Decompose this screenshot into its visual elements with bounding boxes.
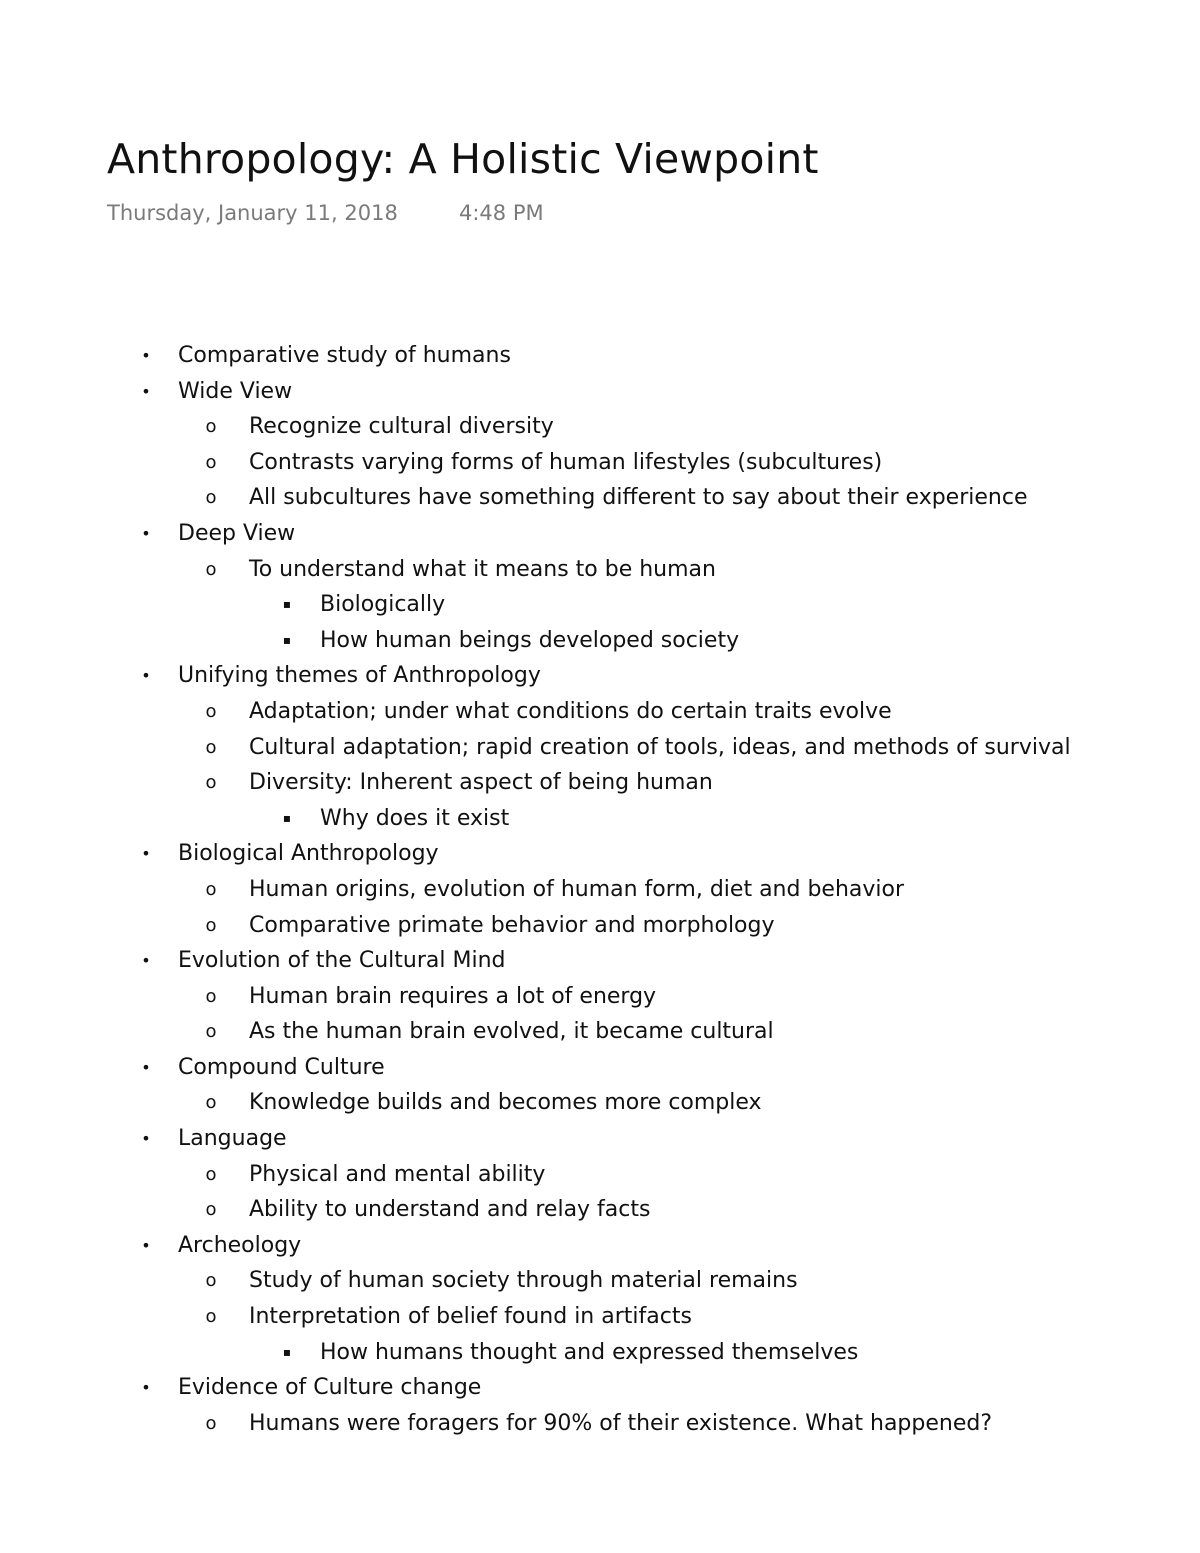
sub-sub-bullet-text: How humans thought and expressed themselves	[320, 1339, 859, 1365]
sub-bullet-marker: o	[205, 1270, 217, 1292]
bullet-item	[0, 836, 1200, 872]
sub-bullet-marker: o	[205, 1306, 217, 1328]
bullet-text: Language	[178, 1126, 287, 1152]
bullet-marker: •	[141, 1129, 151, 1149]
sub-bullet-marker: o	[205, 985, 217, 1007]
bullet-text: Comparative study of humans	[178, 343, 511, 368]
bullet-item	[0, 658, 1200, 694]
sub-bullet-text: To understand what it means to be human	[249, 556, 716, 582]
sub-bullet-text: Human brain requires a lot of energy	[249, 983, 657, 1009]
sub-bullet-item	[0, 1406, 1200, 1442]
sub-bullet-text: Study of human society through material remains	[249, 1268, 798, 1294]
sub-bullet-item	[0, 1085, 1200, 1121]
sub-sub-bullet-item	[0, 1335, 1200, 1371]
square-bullet-marker: ▪	[282, 632, 292, 647]
bullet-text: Evolution of the Cultural Mind	[178, 948, 506, 974]
sub-bullet-marker: o	[205, 487, 217, 509]
sub-bullet-text: All subcultures have something different to say about their experience	[249, 485, 1028, 511]
sub-bullet-item	[0, 1192, 1200, 1228]
bullet-item	[0, 943, 1200, 979]
bullet-item	[0, 1228, 1200, 1264]
sub-sub-bullet-item	[0, 587, 1200, 623]
bullet-marker: •	[141, 1378, 151, 1398]
sub-bullet-text: Recognize cultural diversity	[249, 414, 554, 440]
bullet-text: Archeology	[178, 1232, 302, 1258]
bullet-text: Compound Culture	[178, 1054, 385, 1080]
sub-bullet-text: Physical and mental ability	[249, 1161, 546, 1187]
sub-bullet-marker: o	[205, 914, 217, 936]
sub-bullet-marker: o	[205, 558, 217, 580]
notes-outline	[0, 338, 1200, 1441]
sub-bullet-text: Human origins, evolution of human form, diet and behavior	[249, 876, 905, 902]
sub-bullet-marker: o	[205, 1412, 217, 1434]
sub-bullet-text: Interpretation of belief found in artifacts	[249, 1304, 692, 1330]
bullet-text: Deep View	[178, 520, 296, 546]
bullet-item	[0, 338, 1200, 374]
sub-bullet-text: Contrasts varying forms of human lifestyles (subcultures)	[249, 449, 883, 475]
sub-sub-bullet-text: How human beings developed society	[320, 627, 740, 653]
sub-bullet-marker: o	[205, 1163, 217, 1185]
note-time: 4:48 PM	[459, 201, 544, 225]
sub-bullet-item	[0, 908, 1200, 944]
bullet-item	[0, 1050, 1200, 1086]
sub-bullet-item	[0, 872, 1200, 908]
bullet-text: Evidence of Culture change	[178, 1375, 482, 1401]
sub-bullet-text: Ability to understand and relay facts	[249, 1197, 651, 1223]
page-title: Anthropology: A Holistic Viewpoint	[107, 135, 819, 183]
sub-bullet-item	[0, 480, 1200, 516]
square-bullet-marker: ▪	[282, 597, 292, 612]
sub-bullet-item	[0, 730, 1200, 766]
sub-bullet-item	[0, 552, 1200, 588]
sub-bullet-item	[0, 979, 1200, 1015]
sub-bullet-marker: o	[205, 416, 217, 438]
bullet-marker: •	[141, 381, 151, 401]
sub-bullet-text: As the human brain evolved, it became cultural	[249, 1019, 774, 1045]
bullet-marker: •	[141, 666, 151, 686]
sub-bullet-marker: o	[205, 451, 217, 473]
sub-bullet-text: Humans were foragers for 90% of their existence. What happened?	[249, 1410, 993, 1436]
square-bullet-marker: ▪	[282, 810, 292, 825]
sub-bullet-item	[0, 1263, 1200, 1299]
bullet-marker: •	[141, 523, 151, 543]
sub-sub-bullet-text: Biologically	[320, 592, 446, 618]
sub-bullet-marker: o	[205, 1092, 217, 1114]
bullet-marker: •	[141, 346, 151, 365]
bullet-marker: •	[141, 1057, 151, 1077]
bullet-item	[0, 374, 1200, 410]
sub-bullet-marker: o	[205, 1021, 217, 1043]
sub-bullet-item	[0, 409, 1200, 445]
sub-sub-bullet-text: Why does it exist	[320, 805, 510, 831]
bullet-text: Unifying themes of Anthropology	[178, 663, 541, 689]
sub-sub-bullet-item	[0, 801, 1200, 837]
bullet-text: Wide View	[178, 378, 293, 404]
note-date: Thursday, January 11, 2018	[107, 201, 398, 225]
sub-bullet-item	[0, 765, 1200, 801]
sub-bullet-text: Cultural adaptation; rapid creation of tools, ideas, and methods of survival	[249, 734, 1071, 760]
sub-bullet-marker: o	[205, 700, 217, 722]
sub-bullet-marker: o	[205, 772, 217, 794]
sub-bullet-item	[0, 1014, 1200, 1050]
bullet-marker: •	[141, 1235, 151, 1255]
sub-bullet-text: Comparative primate behavior and morphology	[249, 912, 775, 938]
sub-bullet-marker: o	[205, 1199, 217, 1221]
sub-bullet-text: Diversity: Inherent aspect of being human	[249, 770, 713, 796]
sub-bullet-item	[0, 1157, 1200, 1193]
bullet-item	[0, 1121, 1200, 1157]
sub-sub-bullet-item	[0, 623, 1200, 659]
square-bullet-marker: ▪	[282, 1344, 292, 1359]
bullet-text: Biological Anthropology	[178, 841, 439, 867]
sub-bullet-item	[0, 694, 1200, 730]
bullet-item	[0, 516, 1200, 552]
sub-bullet-item	[0, 1299, 1200, 1335]
sub-bullet-text: Adaptation; under what conditions do certain traits evolve	[249, 698, 892, 724]
bullet-item	[0, 1370, 1200, 1406]
sub-bullet-marker: o	[205, 878, 217, 900]
bullet-marker: •	[141, 844, 151, 864]
sub-bullet-text: Knowledge builds and becomes more complex	[249, 1090, 762, 1116]
sub-bullet-item	[0, 445, 1200, 481]
bullet-marker: •	[141, 951, 151, 971]
sub-bullet-marker: o	[205, 736, 217, 758]
